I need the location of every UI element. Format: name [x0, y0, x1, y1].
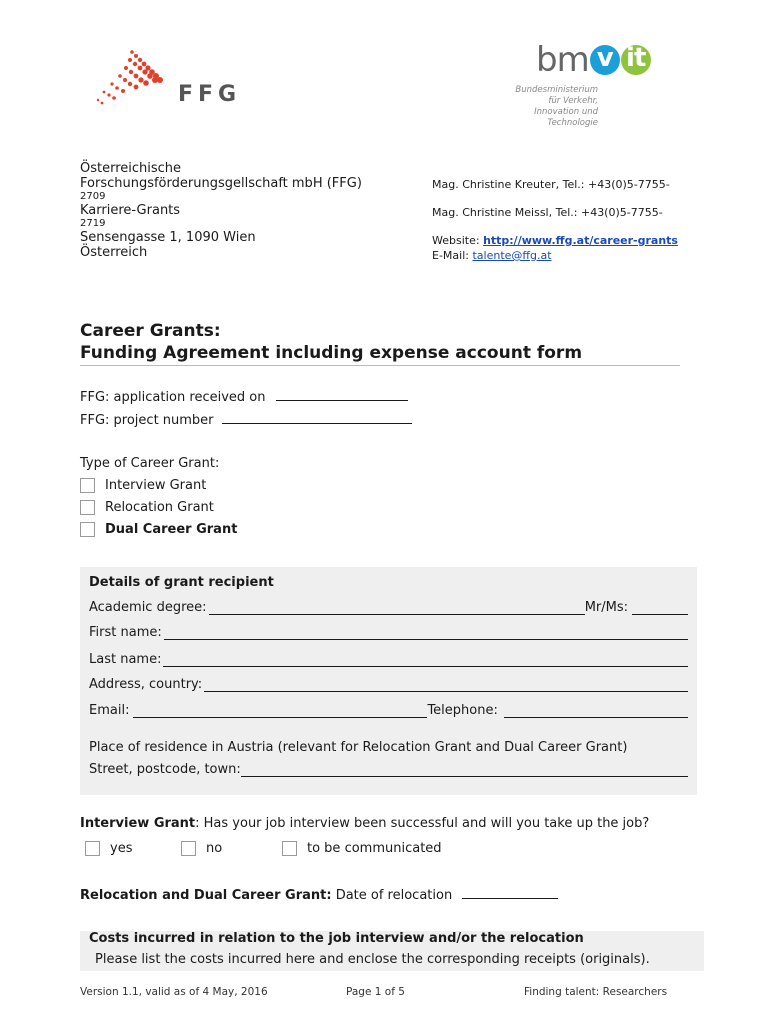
checkbox[interactable]	[80, 522, 95, 537]
ffg-logo-text: FFG	[178, 82, 242, 107]
website-link[interactable]: http://www.ffg.at/career-grants	[483, 234, 678, 247]
checkbox[interactable]	[282, 841, 297, 856]
street-row[interactable]: Street, postcode, town:	[89, 755, 688, 777]
address-line: Österreichische	[80, 161, 182, 176]
interview-question: Interview Grant: Has your job interview been successful and will you take up the job?	[80, 816, 650, 831]
first-name-row[interactable]: First name:	[89, 615, 688, 640]
address-line: 2719	[80, 218, 106, 229]
address-line: Forschungsförderungsgellschaft mbH (FFG)	[80, 176, 362, 191]
address-line: 2709	[80, 191, 106, 202]
email-link[interactable]: talente@ffg.at	[472, 249, 552, 262]
project-number-field[interactable]: FFG: project number	[80, 411, 412, 428]
last-name-row[interactable]: Last name:	[89, 640, 688, 667]
footer-section: Finding talent: Researchers	[524, 986, 668, 998]
relocation-date-field[interactable]: Relocation and Dual Career Grant: Date of relocation	[80, 886, 558, 903]
checkbox[interactable]	[80, 500, 95, 515]
bmvit-tagline: Bundesministerium für Verkehr, Innovation und Technologie	[515, 85, 598, 128]
answer-no[interactable]: no	[181, 841, 222, 856]
footer-version: Version 1.1, valid as of 4 May, 2016	[80, 986, 268, 998]
bmvit-v-circle: v	[590, 45, 620, 75]
application-received-field[interactable]: FFG: application received on	[80, 388, 408, 405]
address-country-line[interactable]	[204, 679, 688, 692]
title-divider	[80, 365, 680, 366]
address-line: Österreich	[80, 245, 148, 260]
project-number-line[interactable]	[222, 411, 412, 424]
address-line: Karriere-Grants	[80, 203, 181, 218]
academic-degree-row[interactable]: Academic degree: Mr/Ms:	[89, 595, 688, 615]
recipient-details-box	[80, 567, 697, 795]
address-country-row[interactable]: Address, country:	[89, 667, 688, 692]
footer-page: Page 1 of 5	[346, 986, 405, 998]
bmvit-letters: bm	[536, 40, 589, 80]
contact-person-1: Mag. Christine Kreuter, Tel.: +43(0)5-7755-	[432, 178, 670, 191]
recipient-heading: Details of grant recipient	[89, 575, 274, 590]
email-row: E-Mail: talente@ffg.at	[432, 249, 552, 262]
residence-note: Place of residence in Austria (relevant for Relocation Grant and Dual Career Grant)	[89, 740, 628, 755]
answer-yes[interactable]: yes	[85, 841, 132, 856]
document-title: Career Grants: Funding Agreement including expense account form	[80, 321, 583, 363]
email-telephone-row[interactable]: Email: Telephone:	[89, 692, 688, 718]
grant-type-heading: Type of Career Grant:	[80, 456, 220, 471]
costs-note: Please list the costs incurred here and enclose the corresponding receipts (originals).	[95, 952, 650, 967]
checkbox[interactable]	[181, 841, 196, 856]
website-row: Website: http://www.ffg.at/career-grants	[432, 234, 678, 247]
answer-to-be-communicated[interactable]: to be communicated	[282, 841, 442, 856]
dual-career-grant-option[interactable]: Dual Career Grant	[80, 522, 237, 537]
telephone-line[interactable]	[504, 705, 688, 718]
mr-ms-line[interactable]	[632, 602, 688, 615]
relocation-grant-option[interactable]: Relocation Grant	[80, 500, 214, 515]
contact-person-2: Mag. Christine Meissl, Tel.: +43(0)5-7755-	[432, 206, 663, 219]
email-line[interactable]	[133, 705, 427, 718]
checkbox[interactable]	[80, 478, 95, 493]
costs-heading: Costs incurred in relation to the job interview and/or the relocation	[89, 931, 584, 946]
street-line[interactable]	[241, 764, 688, 777]
ffg-address	[80, 161, 362, 260]
costs-box	[80, 931, 704, 971]
last-name-line[interactable]	[163, 654, 688, 667]
bmvit-it-circle: it	[621, 45, 651, 75]
first-name-line[interactable]	[164, 627, 688, 640]
relocation-date-line[interactable]	[462, 886, 558, 899]
address-line: Sensengasse 1, 1090 Wien	[80, 230, 256, 245]
contact-block	[432, 178, 678, 264]
academic-degree-line[interactable]	[209, 602, 585, 615]
application-received-line[interactable]	[276, 388, 408, 401]
checkbox[interactable]	[85, 841, 100, 856]
interview-grant-option[interactable]: Interview Grant	[80, 478, 206, 493]
bmvit-logo	[536, 40, 651, 80]
